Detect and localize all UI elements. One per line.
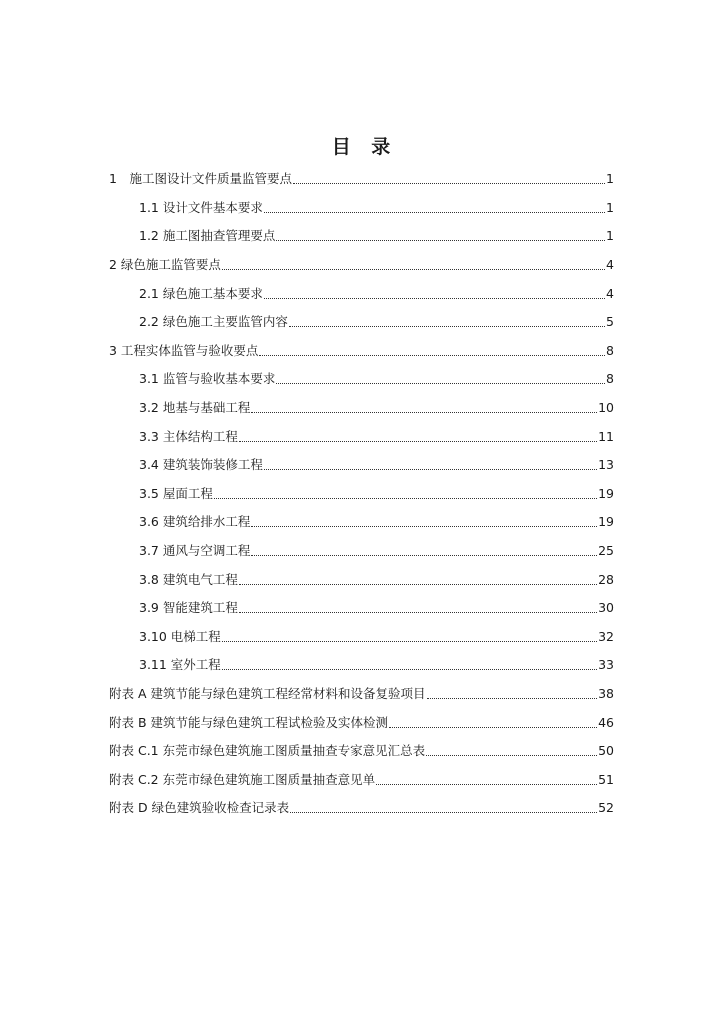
toc-entry-label: 1.1 设计文件基本要求 xyxy=(139,199,263,215)
toc-entry-page-number: 28 xyxy=(598,571,614,587)
toc-entry-page-number: 52 xyxy=(598,800,614,816)
toc-entry-label: 附表 C.1 东莞市绿色建筑施工图质量抽查专家意见汇总表 xyxy=(109,743,426,759)
toc-entry[interactable] xyxy=(109,394,614,423)
toc-entry-label: 2 绿色施工监管要点 xyxy=(109,257,221,273)
toc-entry-label: 附表 A 建筑节能与绿色建筑工程经常材料和设备复验项目 xyxy=(109,685,426,701)
toc-entry-page-number: 51 xyxy=(598,771,614,787)
toc-dot-leader xyxy=(239,572,597,588)
toc-entry-label: 3.4 建筑装饰装修工程 xyxy=(139,457,263,473)
toc-entry-page-number: 13 xyxy=(598,457,614,473)
toc-entry[interactable] xyxy=(109,251,614,280)
toc-entry-label: 2.1 绿色施工基本要求 xyxy=(139,285,263,301)
toc-dot-leader xyxy=(222,629,597,645)
toc-entry-page-number: 33 xyxy=(598,657,614,673)
toc-entry-label: 附表 B 建筑节能与绿色建筑工程试检验及实体检测 xyxy=(109,714,389,730)
toc-entry[interactable] xyxy=(109,680,614,709)
toc-title: 目 录 xyxy=(331,136,393,158)
toc-dot-leader xyxy=(259,343,605,359)
toc-entry[interactable] xyxy=(109,279,614,308)
toc-dot-leader xyxy=(222,657,597,673)
toc-entry[interactable] xyxy=(109,623,614,652)
toc-entry-label: 附表 D 绿色建筑验收检查记录表 xyxy=(109,800,290,816)
toc-dot-leader xyxy=(264,200,605,216)
toc-entry-label: 3.10 电梯工程 xyxy=(139,628,221,644)
toc-entry-label: 1.2 施工图抽查管理要点 xyxy=(139,228,276,244)
toc-entry[interactable] xyxy=(109,537,614,566)
toc-entry[interactable] xyxy=(109,194,614,223)
toc-entry-page-number: 5 xyxy=(606,314,614,330)
toc-entry-page-number: 46 xyxy=(598,714,614,730)
toc-entry-page-number: 30 xyxy=(598,600,614,616)
toc-dot-leader xyxy=(289,314,605,330)
toc-entry-page-number: 10 xyxy=(598,400,614,416)
toc-entry-page-number: 4 xyxy=(606,257,614,273)
toc-dot-leader xyxy=(389,715,597,731)
toc-entry[interactable] xyxy=(109,422,614,451)
toc-entry[interactable] xyxy=(109,794,614,823)
toc-dot-leader xyxy=(427,686,598,702)
toc-entry-page-number: 50 xyxy=(598,743,614,759)
toc-entry-label: 2.2 绿色施工主要监管内容 xyxy=(139,314,288,330)
toc-entry[interactable] xyxy=(109,765,614,794)
toc-dot-leader xyxy=(264,457,597,473)
toc-entry[interactable] xyxy=(109,337,614,366)
toc-entry-page-number: 19 xyxy=(598,514,614,530)
toc-entry[interactable] xyxy=(109,651,614,680)
toc-entry[interactable] xyxy=(109,708,614,737)
toc-entry-page-number: 1 xyxy=(606,228,614,244)
toc-entry-page-number: 1 xyxy=(606,199,614,215)
toc-entry-label: 3.8 建筑电气工程 xyxy=(139,571,238,587)
toc-dot-leader xyxy=(276,228,605,244)
toc-list xyxy=(109,165,614,823)
toc-dot-leader xyxy=(264,286,605,302)
toc-entry[interactable] xyxy=(109,480,614,509)
toc-entry[interactable] xyxy=(109,165,614,194)
toc-entry-label: 附表 C.2 东莞市绿色建筑施工图质量抽查意见单 xyxy=(109,771,376,787)
toc-entry-label: 3.7 通风与空调工程 xyxy=(139,543,251,559)
toc-entry[interactable] xyxy=(109,222,614,251)
toc-entry-page-number: 25 xyxy=(598,543,614,559)
toc-entry-label: 3.1 监管与验收基本要求 xyxy=(139,371,276,387)
toc-entry-page-number: 19 xyxy=(598,485,614,501)
toc-dot-leader xyxy=(251,400,597,416)
toc-entry-page-number: 8 xyxy=(606,371,614,387)
toc-entry[interactable] xyxy=(109,594,614,623)
toc-dot-leader xyxy=(290,800,597,816)
toc-entry-page-number: 11 xyxy=(598,428,614,444)
toc-entry[interactable] xyxy=(109,508,614,537)
toc-entry-label: 3.9 智能建筑工程 xyxy=(139,600,238,616)
toc-entry[interactable] xyxy=(109,451,614,480)
toc-entry-label: 1 施工图设计文件质量监管要点 xyxy=(109,171,292,187)
toc-dot-leader xyxy=(251,514,597,530)
toc-entry-page-number: 4 xyxy=(606,285,614,301)
toc-entry-label: 3 工程实体监管与验收要点 xyxy=(109,342,259,358)
toc-entry-page-number: 32 xyxy=(598,628,614,644)
toc-entry-page-number: 38 xyxy=(598,685,614,701)
toc-dot-leader xyxy=(239,429,597,445)
toc-entry-label: 3.3 主体结构工程 xyxy=(139,428,238,444)
toc-dot-leader xyxy=(276,371,605,387)
toc-dot-leader xyxy=(426,743,597,759)
toc-dot-leader xyxy=(214,486,597,502)
toc-entry[interactable] xyxy=(109,737,614,766)
toc-entry-label: 3.11 室外工程 xyxy=(139,657,221,673)
toc-entry[interactable] xyxy=(109,308,614,337)
toc-dot-leader xyxy=(239,600,597,616)
toc-entry-label: 3.6 建筑给排水工程 xyxy=(139,514,251,530)
toc-entry-label: 3.5 屋面工程 xyxy=(139,485,213,501)
toc-dot-leader xyxy=(251,543,597,559)
toc-dot-leader xyxy=(293,171,605,187)
toc-dot-leader xyxy=(376,772,597,788)
toc-dot-leader xyxy=(222,257,605,273)
toc-entry[interactable] xyxy=(109,565,614,594)
toc-entry-page-number: 8 xyxy=(606,342,614,358)
toc-entry-label: 3.2 地基与基础工程 xyxy=(139,400,251,416)
toc-entry[interactable] xyxy=(109,365,614,394)
toc-entry-page-number: 1 xyxy=(606,171,614,187)
